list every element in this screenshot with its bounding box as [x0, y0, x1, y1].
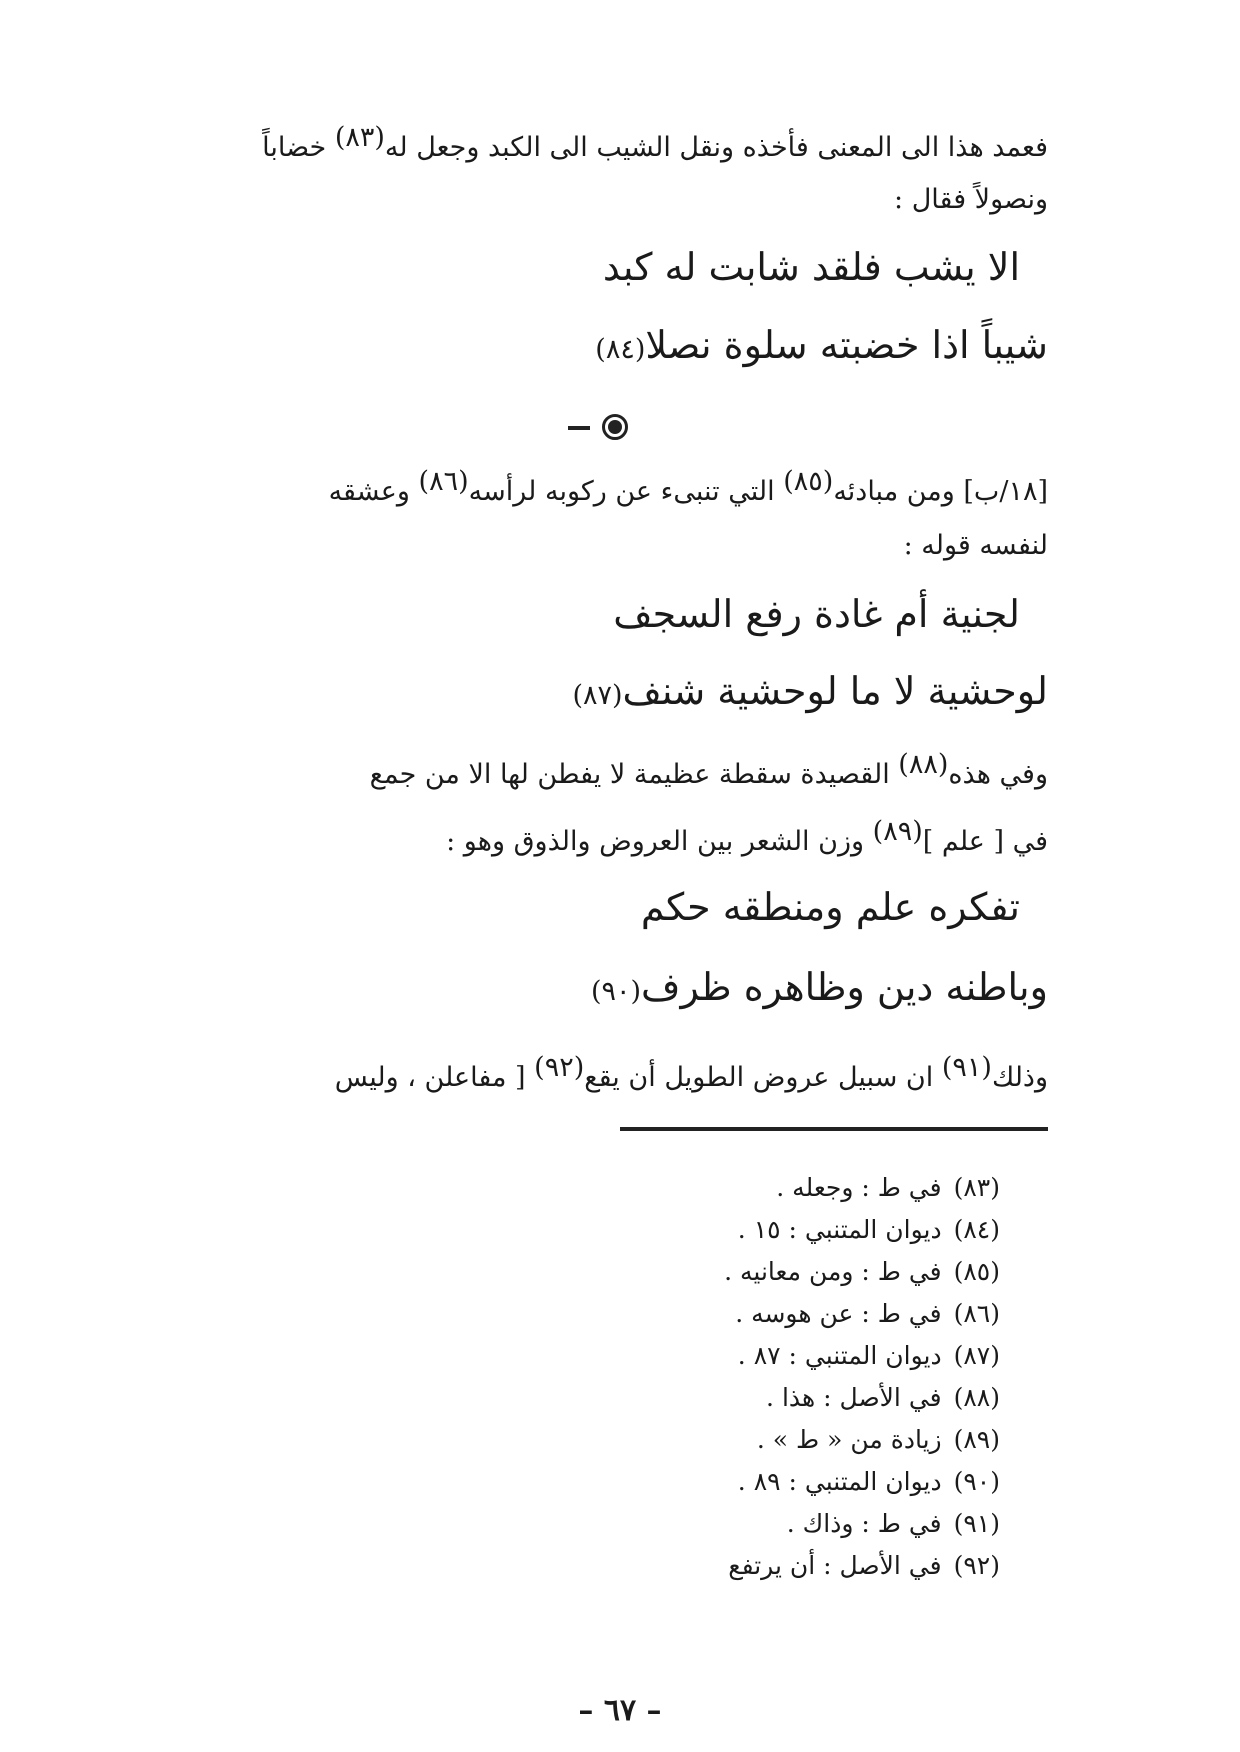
footnote-item	[787, 1506, 1000, 1542]
footnote-ref-85: (٨٥)	[783, 466, 834, 497]
verse-2-hemistich-2	[572, 664, 1048, 723]
footnote-number: (٩٠)	[953, 1467, 1000, 1496]
footnote-ref-84: (٨٤)	[595, 334, 646, 365]
paragraph-4-text: وذلك	[991, 1062, 1048, 1093]
footnote-text: في الأصل : أن يرتفع	[728, 1551, 942, 1580]
footnote-text: في الأصل : هذا .	[766, 1383, 942, 1412]
footnote-text: ديوان المتنبي : ٨٧ .	[737, 1341, 942, 1370]
footnote-number: (٨٧)	[953, 1341, 1000, 1370]
paragraph-3-text-2-end: وزن الشعر بين العروض والذوق وهو :	[446, 826, 865, 857]
verse-2-hemistich-1: لجنية أم غادة رفع السجف	[613, 592, 1020, 636]
verse-3-hemistich-1: تفكره علم ومنطقه حكم	[640, 885, 1020, 929]
footnote-item	[724, 1254, 1000, 1290]
footnote-number: (٨٥)	[953, 1257, 1000, 1286]
verse-2-hemistich-2-text: لوحشية لا ما لوحشية شنف	[622, 669, 1048, 713]
paragraph-2-text: التي تنبىء عن ركوبه لرأسه	[468, 476, 775, 507]
footnote-ref-87: (٨٧)	[572, 680, 623, 711]
footnote-number: (٨٨)	[953, 1383, 1000, 1412]
footnote-text: ديوان المتنبي : ١٥ .	[737, 1215, 942, 1244]
paragraph-2-line-1	[188, 462, 1048, 512]
paragraph-2-line-2	[188, 526, 1048, 566]
footnote-item	[738, 1212, 1000, 1248]
footnote-text: زيادة من « ط » .	[756, 1425, 942, 1454]
paragraph-3-line-2	[188, 812, 1048, 862]
paragraph-3-line-1	[188, 745, 1048, 795]
paragraph-3-text-2: في [ علم ]	[922, 826, 1048, 857]
paragraph-1-line-2	[188, 180, 1048, 220]
paragraph-1-text: فعمد هذا الى المعنى فأخذه ونقل الشيب الى الكبد وجعل له	[384, 132, 1048, 163]
footnote-ref-89: (٨٩)	[872, 816, 923, 847]
paragraph-1-text-end: خضاباً	[262, 132, 327, 163]
folio-marker-text: [١٨/ب] ومن مبادئه	[833, 476, 1048, 507]
footnote-item	[766, 1380, 1000, 1416]
verse-3-hemistich-2	[591, 960, 1048, 1019]
verse-1-hemistich-2	[595, 318, 1048, 377]
footnote-item	[757, 1422, 1000, 1458]
footnote-number: (٨٤)	[953, 1215, 1000, 1244]
paragraph-1-line-1	[188, 118, 1048, 168]
footnote-text: في ط : عن هوسه .	[735, 1299, 942, 1328]
footnote-text: في ط : ومن معانيه .	[724, 1257, 942, 1286]
verse-1-hemistich-2-text: شيباً اذا خضبته سلوة نصلا	[645, 323, 1048, 367]
footnote-divider	[620, 1127, 1048, 1131]
footnote-ref-92: (٩٢)	[534, 1052, 585, 1083]
paragraph-2-text-end: وعشقه	[328, 476, 410, 507]
verse-1-hemistich-1: الا يشب فلقد شابت له كبد	[602, 245, 1020, 289]
footnote-text: في ط : وجعله .	[776, 1173, 942, 1202]
paragraph-2-text-2: لنفسه قوله :	[903, 530, 1048, 561]
paragraph-4-line-1	[188, 1048, 1048, 1098]
paragraph-3-text-end: القصيدة سقطة عظيمة لا يفطن لها الا من جمع	[369, 759, 890, 790]
footnote-number: (٨٦)	[953, 1299, 1000, 1328]
footnote-ref-86: (٨٦)	[418, 466, 469, 497]
footnote-ref-91: (٩١)	[941, 1052, 992, 1083]
footnote-item	[728, 1548, 1000, 1584]
footnote-item	[735, 1296, 1000, 1332]
footnote-number: (٩٢)	[953, 1551, 1000, 1580]
verse-3-hemistich-2-text: وباطنه دين وظاهره ظرف	[641, 965, 1048, 1009]
paragraph-4-text-mid: ان سبيل عروض الطويل أن يقع	[584, 1062, 934, 1093]
section-ornament-icon	[560, 408, 640, 448]
footnote-number: (٨٣)	[953, 1173, 1000, 1202]
footnote-number: (٨٩)	[953, 1425, 1000, 1454]
footnote-text: ديوان المتنبي : ٨٩ .	[737, 1467, 942, 1496]
footnote-ref-88: (٨٨)	[898, 749, 949, 780]
paragraph-4-text-end: [ مفاعلن ، وليس	[334, 1062, 526, 1093]
footnote-ref-83: (٨٣)	[334, 122, 385, 153]
footnote-item	[738, 1338, 1000, 1374]
paragraph-1-text-2: ونصولاً فقال :	[894, 184, 1048, 215]
footnote-ref-90: (٩٠)	[590, 976, 642, 1007]
page-number: – ٦٧ –	[578, 1693, 662, 1728]
paragraph-3-text: وفي هذه	[948, 759, 1048, 790]
footnote-item	[776, 1170, 1000, 1206]
footnote-item	[738, 1464, 1000, 1500]
footnote-number: (٩١)	[953, 1509, 1000, 1538]
footnote-text: في ط : وذاك .	[786, 1509, 942, 1538]
